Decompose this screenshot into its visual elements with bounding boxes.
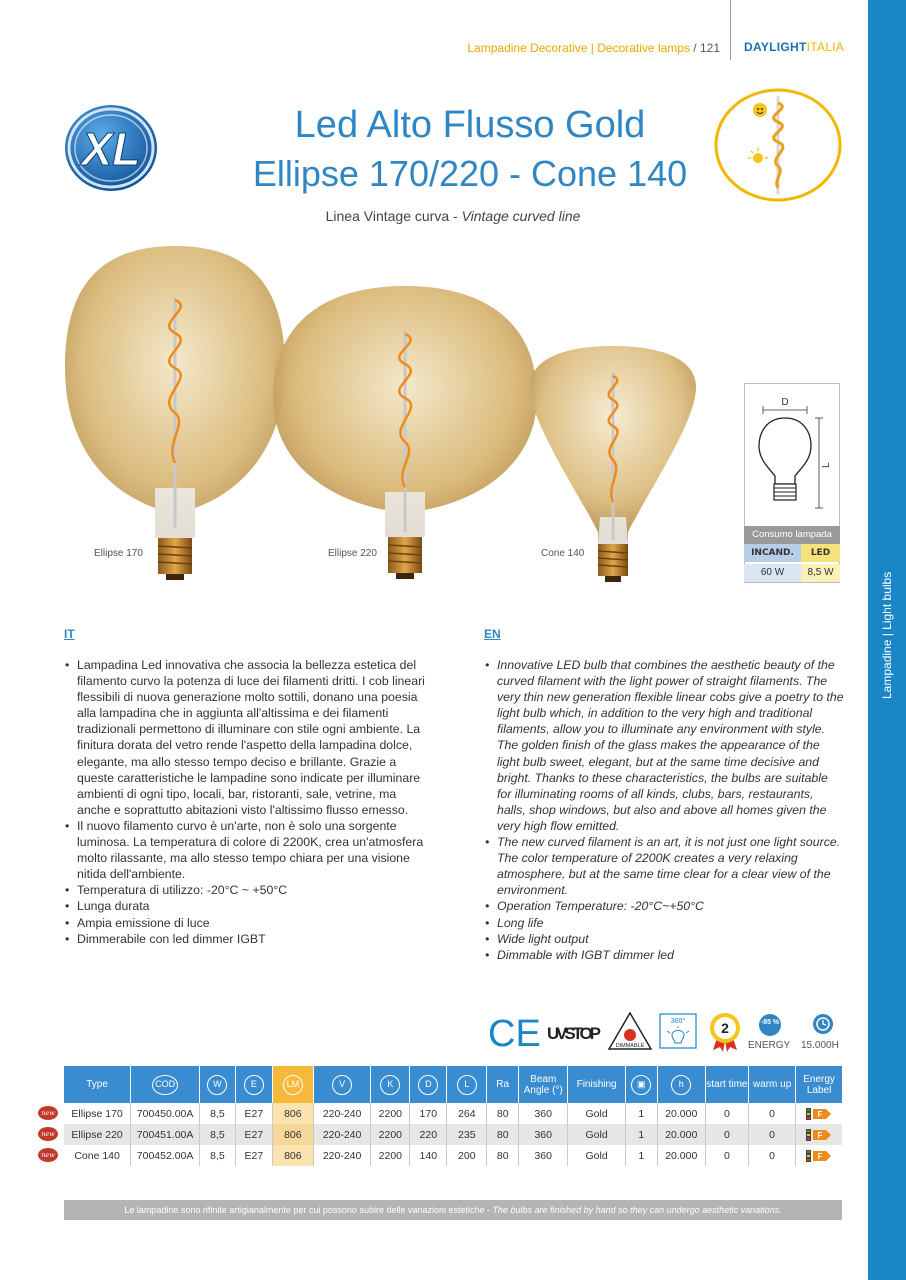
- bulb-label-ellipse-220: Ellipse 220: [328, 548, 377, 559]
- energy-class-text: F: [817, 1130, 823, 1140]
- cell-code: 700450.00A: [131, 1103, 200, 1124]
- table-row: [64, 1145, 842, 1166]
- col-type: Type: [64, 1066, 131, 1103]
- uvstop-text: UVSTOP: [547, 1024, 601, 1043]
- col-voltage: [313, 1066, 370, 1103]
- col-beam-angle: Beam Angle (°): [519, 1066, 568, 1103]
- header-divider: [730, 0, 731, 60]
- col-life-hours: [657, 1066, 705, 1103]
- voltage-icon: V: [332, 1075, 352, 1095]
- diameter-icon: D: [418, 1075, 438, 1095]
- cell-socket: E27: [235, 1103, 272, 1124]
- col-watt: [199, 1066, 235, 1103]
- cell-diameter: 170: [410, 1103, 447, 1124]
- footer-note-en: The bulbs are finished by hand so they can undergo aesthetic variations.: [492, 1205, 782, 1215]
- cell-code: 700451.00A: [131, 1124, 200, 1145]
- ce-mark-text: CE: [488, 1013, 540, 1052]
- energy-saving-text: -85 %: [761, 1019, 779, 1026]
- description-item: • Long life: [484, 915, 844, 931]
- box-icon: ▣: [631, 1075, 651, 1095]
- col-socket: [235, 1066, 272, 1103]
- consumption-incand-header: INCAND.: [744, 544, 801, 562]
- footer-note-it: Le lampadine sono rifinite artigianalmente per cui possono subire delle variazioni estetiche -: [124, 1205, 493, 1215]
- cell-beam-angle: 360: [519, 1145, 568, 1166]
- dimension-d-label: D: [781, 397, 789, 408]
- cell-ra: 80: [487, 1124, 519, 1145]
- description-item: • Lampadina Led innovativa che associa la bellezza estetica del filamento curvo la potenza di luce dei filamenti dritti. I cob lineari flessibili di nuova generazione molto sottili, donano una poesia alla lampadina che in aggiunta all'altissima e dei filamenti tradizionali permettono di illuminare con stile ogni ambiente. La finitura dorata del vetro rende l'aspetto della lampadina dolce, elegante, ma allo stesso tempo deciso e brillante. Grazie a queste caratteristiche le lampadine sono indicate per illuminare ambienti di ogni tipo, locali, bar, ristoranti, sale, vetrine, ma anche e soprattutto abitazioni visto l'altissimo flusso emesso.: [64, 657, 428, 818]
- description-item: • Ampia emissione di luce: [64, 915, 428, 931]
- dimmable-icon: [607, 1011, 653, 1051]
- new-badge: new: [38, 1106, 58, 1120]
- page-subtitle: Ellipse 170/220 - Cone 140: [252, 153, 688, 194]
- cell-energy-label: [796, 1103, 842, 1124]
- cell-diameter: 140: [410, 1145, 447, 1166]
- cell-beam-angle: 360: [519, 1103, 568, 1124]
- cell-kelvin: 2200: [371, 1145, 410, 1166]
- bulb-ellipse-220-image: [270, 282, 540, 587]
- length-icon: L: [457, 1075, 477, 1095]
- line-subtitle-en: Vintage curved line: [461, 208, 581, 224]
- new-badge: new: [38, 1127, 58, 1141]
- col-lumen: [272, 1066, 313, 1103]
- cell-kelvin: 2200: [371, 1124, 410, 1145]
- cell-length: 264: [447, 1103, 487, 1124]
- sidebar-label: Lampadine | Light bulbs: [880, 571, 894, 699]
- xl-logo-text: XL: [81, 123, 141, 175]
- cell-length: 200: [447, 1145, 487, 1166]
- cell-lumen: 806: [272, 1124, 313, 1145]
- cell-finishing: Gold: [568, 1103, 625, 1124]
- col-finishing: Finishing: [568, 1066, 625, 1103]
- cell-energy-label: [796, 1124, 842, 1145]
- description-item: • Operation Temperature: -20°C~+50°C: [484, 898, 844, 914]
- energy-label-text: ENERGY: [748, 1040, 791, 1051]
- cell-warm-up: 0: [748, 1103, 795, 1124]
- page-separator: /: [689, 41, 700, 55]
- cell-ra: 80: [487, 1145, 519, 1166]
- cell-type: Ellipse 220: [64, 1124, 131, 1145]
- cell-finishing: Gold: [568, 1124, 625, 1145]
- socket-icon: E: [244, 1075, 264, 1095]
- uvstop-icon: [547, 1018, 603, 1044]
- energy-label-icon: [806, 1129, 832, 1141]
- cell-watt: 8,5: [199, 1103, 235, 1124]
- cell-ra: 80: [487, 1103, 519, 1124]
- spec-table: [64, 1066, 842, 1166]
- filament-emblem-icon: [713, 88, 843, 202]
- breadcrumb-section-it: Lampadine Decorative: [467, 41, 588, 55]
- cell-life-hours: 20.000: [657, 1103, 705, 1124]
- warranty-icon: [707, 1012, 743, 1052]
- breadcrumb-section-en: Decorative lamps: [597, 41, 690, 55]
- cell-kelvin: 2200: [371, 1103, 410, 1124]
- hours-icon: h: [671, 1075, 691, 1095]
- consumption-incand-value: 60 W: [744, 564, 801, 582]
- table-header-row: [64, 1066, 842, 1103]
- lifetime-icon: [812, 1013, 834, 1035]
- energy-class-text: F: [817, 1109, 823, 1119]
- col-box-qty: [625, 1066, 657, 1103]
- line-subtitle: [200, 208, 706, 224]
- lifetime-hours-text: 15.000H: [801, 1040, 839, 1051]
- watt-icon: W: [207, 1075, 227, 1095]
- cell-box-qty: 1: [625, 1103, 657, 1124]
- cell-length: 235: [447, 1124, 487, 1145]
- cell-warm-up: 0: [748, 1124, 795, 1145]
- lang-heading-en: EN: [484, 627, 501, 641]
- energy-class-text: F: [817, 1151, 823, 1161]
- xl-logo: [62, 103, 160, 193]
- description-item: • Il nuovo filamento curvo è un'arte, non è solo una sorgente luminosa. La temperatura di colore di 2200K, crea un'atmosfera molto rilassante, ma allo stesso tempo chiara per una visione nitida dell'ambiente.: [64, 818, 428, 882]
- energy-label-icon: [806, 1150, 832, 1162]
- col-energy-label: Energy Label: [796, 1066, 842, 1103]
- cell-life-hours: 20.000: [657, 1124, 705, 1145]
- brand-logo: [744, 40, 844, 54]
- bulb-label-cone-140: Cone 140: [541, 548, 585, 559]
- beam-angle-icon: [659, 1013, 697, 1049]
- page-number: 121: [699, 41, 720, 55]
- consumption-led-value: 8,5 W: [801, 564, 840, 582]
- cell-start-time: 0: [705, 1103, 748, 1124]
- breadcrumb-separator: |: [587, 41, 598, 55]
- page-title: Led Alto Flusso Gold: [294, 104, 646, 146]
- cell-socket: E27: [235, 1124, 272, 1145]
- cell-warm-up: 0: [748, 1145, 795, 1166]
- cell-watt: 8,5: [199, 1145, 235, 1166]
- cell-watt: 8,5: [199, 1124, 235, 1145]
- lang-heading-it: IT: [64, 627, 75, 641]
- cell-beam-angle: 360: [519, 1124, 568, 1145]
- line-subtitle-it: Linea Vintage curva -: [325, 208, 462, 224]
- cell-box-qty: 1: [625, 1124, 657, 1145]
- bulb-label-ellipse-170: Ellipse 170: [94, 548, 143, 559]
- table-row: [64, 1103, 842, 1124]
- cell-lumen: 806: [272, 1103, 313, 1124]
- cell-start-time: 0: [705, 1145, 748, 1166]
- ce-mark-icon: [488, 1012, 540, 1052]
- dimmable-text: DIMMABLE: [615, 1043, 645, 1049]
- description-item: • Wide light output: [484, 931, 844, 947]
- cell-diameter: 220: [410, 1124, 447, 1145]
- dimension-l-label: L: [821, 462, 832, 468]
- description-item: • The new curved filament is an art, it is not just one light source. The color temperature of 2200K creates a very relaxing atmosphere, but at the same time clear for a clear view of the environment.: [484, 834, 844, 898]
- energy-saving-icon: [758, 1013, 782, 1037]
- col-start-time: start time: [705, 1066, 748, 1103]
- cell-code: 700452.00A: [131, 1145, 200, 1166]
- description-item: • Temperatura di utilizzo: -20°C ~ +50°C: [64, 882, 428, 898]
- code-icon: COD: [152, 1075, 178, 1095]
- cell-start-time: 0: [705, 1124, 748, 1145]
- brand-main: DAYLIGHT: [744, 40, 807, 54]
- description-item: • Dimmable with IGBT dimmer led: [484, 947, 844, 963]
- cell-type: Ellipse 170: [64, 1103, 131, 1124]
- consumption-title: Consumo lampada: [744, 526, 840, 544]
- col-ra: Ra: [487, 1066, 519, 1103]
- col-warm-up: warm up: [748, 1066, 795, 1103]
- cell-box-qty: 1: [625, 1145, 657, 1166]
- footer-note: [64, 1200, 842, 1220]
- new-badge: new: [38, 1148, 58, 1162]
- cell-lumen: 806: [272, 1145, 313, 1166]
- description-list-en: [484, 657, 844, 963]
- cell-socket: E27: [235, 1145, 272, 1166]
- cell-life-hours: 20.000: [657, 1145, 705, 1166]
- col-diameter: [410, 1066, 447, 1103]
- description-list-it: [64, 657, 428, 947]
- cell-voltage: 220-240: [313, 1103, 370, 1124]
- cell-type: Cone 140: [64, 1145, 131, 1166]
- cell-voltage: 220-240: [313, 1124, 370, 1145]
- lumen-icon: LM: [283, 1075, 303, 1095]
- table-row: [64, 1124, 842, 1145]
- description-item: • Lunga durata: [64, 898, 428, 914]
- cell-energy-label: [796, 1145, 842, 1166]
- col-kelvin: [371, 1066, 410, 1103]
- brand-sub: ITALIA: [806, 40, 845, 54]
- cell-voltage: 220-240: [313, 1145, 370, 1166]
- energy-label-icon: [806, 1108, 832, 1120]
- warranty-years: 2: [721, 1020, 729, 1036]
- beam-angle-text: 360°: [670, 1018, 686, 1025]
- bulb-ellipse-170-image: [60, 238, 290, 588]
- kelvin-icon: K: [380, 1075, 400, 1095]
- col-length: [447, 1066, 487, 1103]
- description-item: • Dimmerabile con led dimmer IGBT: [64, 931, 428, 947]
- cell-finishing: Gold: [568, 1145, 625, 1166]
- description-item: • Innovative LED bulb that combines the aesthetic beauty of the curved filament with the light power of straight filaments. The very thin new generation flexible linear cobs give a poetry to the light bulb which, in addition to the very high and traditional filaments, allow you to illuminate any environment with style. The golden finish of the glass makes the appearance of the light bulb sweet, elegant, but at the same time decisive and bright. Thanks to these characteristics, the bulbs are suitable for illuminating rooms of all kinds, clubs, bars, restaurants, halls, shop windows, but also and above all homes given the very high flow emitted.: [484, 657, 844, 834]
- consumption-led-header: LED: [801, 544, 840, 562]
- breadcrumb: [430, 41, 720, 55]
- col-code: [131, 1066, 200, 1103]
